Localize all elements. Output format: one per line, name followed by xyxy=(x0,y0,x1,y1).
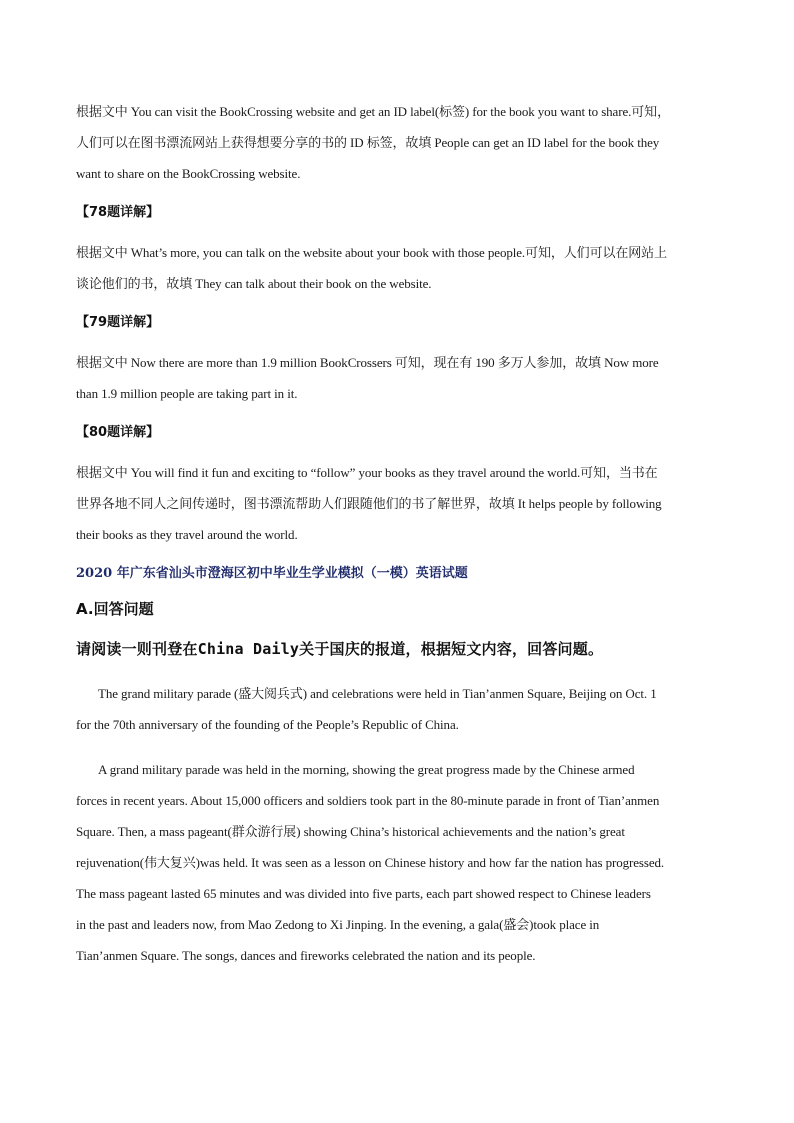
text-line: A grand military parade was held in the morning, showing the great progress made by the Chinese armed xyxy=(98,762,635,777)
question-78-heading: 【78题详解】 xyxy=(76,205,160,220)
answer-80-paragraph xyxy=(76,457,726,550)
passage-paragraph-2 xyxy=(76,754,726,971)
text-line: want to share on the BookCrossing website. xyxy=(76,166,301,181)
text-line: Tian’anmen Square. The songs, dances and fireworks celebrated the nation and its people. xyxy=(76,948,536,963)
text-line: Square. Then, a mass pageant(群众游行展) showing China’s historical achievements and the nation’s great xyxy=(76,824,625,839)
passage-paragraph-1 xyxy=(76,678,726,740)
section-a-heading: A.回答问题 xyxy=(76,600,154,618)
answer-77-paragraph xyxy=(76,96,726,189)
answer-79-paragraph xyxy=(76,347,726,409)
text-line: forces in recent years. About 15,000 officers and soldiers took part in the 80-minute parade in front of Tian’anmen xyxy=(76,793,660,808)
text-line: than 1.9 million people are taking part in it. xyxy=(76,386,298,401)
text-line: their books as they travel around the world. xyxy=(76,527,298,542)
text-line: for the 70th anniversary of the founding of the People’s Republic of China. xyxy=(76,717,459,732)
text-line: in the past and leaders now, from Mao Zedong to Xi Jinping. In the evening, a gala(盛会)took place in xyxy=(76,917,600,932)
text-line: 人们可以在图书漂流网站上获得想要分享的书的 ID 标签，故填 People can get an ID label for the book they xyxy=(76,135,660,150)
document-page xyxy=(76,96,726,971)
answer-78-paragraph xyxy=(76,237,726,299)
question-79-heading: 【79题详解】 xyxy=(76,315,160,330)
text-line: 根据文中 What’s more, you can talk on the website about your book with those people.可知，人们可以在网站上 xyxy=(76,245,667,260)
text-line: 根据文中 You can visit the BookCrossing website and get an ID label(标签) for the book you want to share.可知， xyxy=(76,104,670,119)
text-line: 谈论他们的书，故填 They can talk about their book on the website. xyxy=(76,276,432,291)
text-line: 根据文中 You will find it fun and exciting to “follow” your books as they travel around the world.可知，当书在 xyxy=(76,465,658,480)
text-line: rejuvenation(伟大复兴)was held. It was seen as a lesson on Chinese history and how far the nation has progressed. xyxy=(76,855,665,870)
text-line: 根据文中 Now there are more than 1.9 million BookCrossers 可知，现在有 190 多万人参加，故填 Now more xyxy=(76,355,659,370)
text-line: 世界各地不同人之间传递时，图书漂流帮助人们跟随他们的书了解世界，故填 It helps people by following xyxy=(76,496,662,511)
reading-prompt xyxy=(76,638,726,660)
prompt-after: 关于国庆的报道，根据短文内容，回答问题。 xyxy=(299,640,604,658)
prompt-china-daily: China Daily xyxy=(197,640,300,658)
question-80-heading: 【80题详解】 xyxy=(76,425,160,440)
text-line: The mass pageant lasted 65 minutes and was divided into five parts, each part showed respect to Chinese leaders xyxy=(76,886,651,901)
text-line: The grand military parade (盛大阅兵式) and celebrations were held in Tian’anmen Square, Beijing on Oct. 1 xyxy=(98,686,657,701)
exam-title: 2020 年广东省汕头市澄海区初中毕业生学业模拟（一模）英语试题 xyxy=(76,566,468,581)
prompt-before: 请阅读一则刊登在 xyxy=(76,640,198,658)
